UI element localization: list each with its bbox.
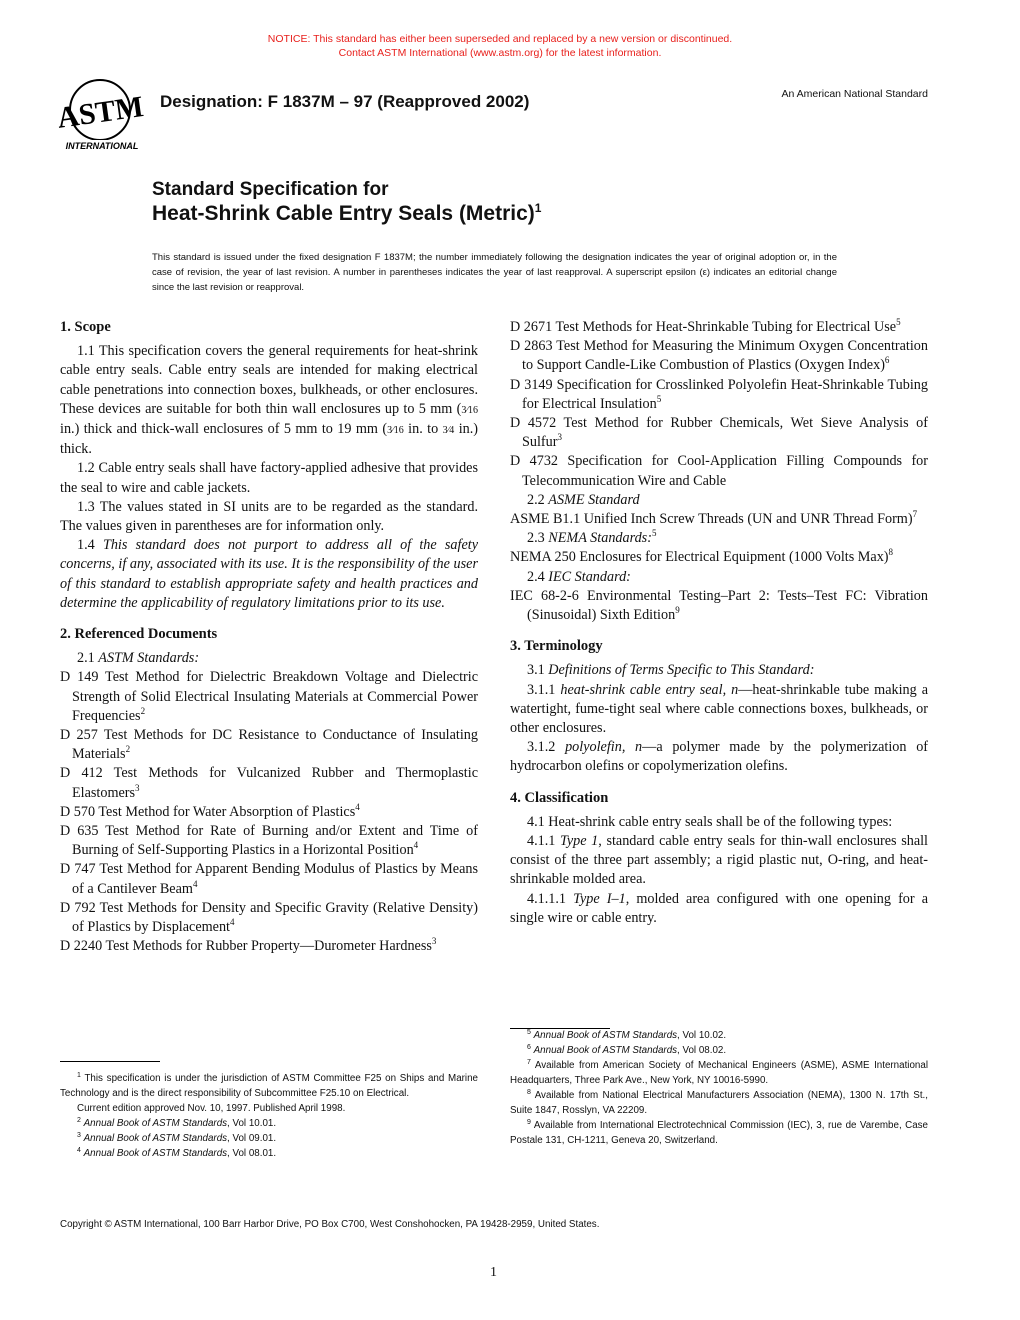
footnote-6: $^6$ Annual Book of ASTM Standards, Vol 08.02. <box>527 1044 727 1056</box>
supersede-notice-line-2: Contact ASTM International (www.astm.org) for the latest information. <box>338 47 662 59</box>
document-title <box>152 178 541 226</box>
classification-heading: 4. Classification <box>510 789 609 806</box>
designation: Designation: F 1837M – 97 (Reapproved 2002) <box>160 92 530 111</box>
logo-mark: ASTM <box>58 90 146 135</box>
section-4-1-1: 4.1.1 Type 1, standard cable entry seals for thin-wall enclosures shall consist of the three part assembly; a rigid plastic nut, O-ring, and heat-shrinkable molded area. <box>510 833 928 888</box>
reference-item: D 257 Test Methods for DC Resistance to Conductance of Insulating Materials$^2$ <box>60 727 478 763</box>
footnote-5: $^5$ Annual Book of ASTM Standards, Vol 10.02. <box>527 1029 727 1041</box>
footnote-9: $^9$ Available from International Electrotechnical Commission (IEC), 3, rue de Varembe, Case Postale 131, CH-1211, Geneva 20, Switzerland. <box>510 1119 928 1146</box>
title-line-2: Heat-Shrink Cable Entry Seals (Metric) <box>152 202 535 225</box>
title-footnote-mark: 1 <box>534 201 542 215</box>
reference-item: D 3149 Specification for Crosslinked Polyolefin Heat-Shrinkable Tubing for Electrical Insulation$^5$ <box>510 376 928 412</box>
logo-subtext: INTERNATIONAL <box>65 141 139 151</box>
issuance-note: This standard is issued under the fixed designation F 1837M; the number immediately following the designation indicates the year of original adoption or, in the case of revision, the year of last revision. A number in parentheses indicates the year of last reapproval. A superscript epsilon (ε) indicates an editorial change since the last revision or reapproval. <box>152 252 837 293</box>
reference-item: D 2671 Test Methods for Heat-Shrinkable Tubing for Electrical Use$^5$ <box>510 317 901 335</box>
footnote-1-edition: Current edition approved Nov. 10, 1997. Published April 1998. <box>77 1103 346 1114</box>
section-3-1-2: 3.1.2 polyolefin, n—a polymer made by the polymerization of hydrocarbon olefins or copolymerization olefins. <box>510 739 929 775</box>
section-1-3: 1.3 The values stated in SI units are to be regarded as the standard. The values given in parentheses are for information only. <box>60 498 478 535</box>
reference-item: D 792 Test Methods for Density and Specific Gravity (Relative Density) of Plastics by Displacement$^4$ <box>60 899 478 936</box>
reference-item: D 412 Test Methods for Vulcanized Rubber and Thermoplastic Elastomers$^3$ <box>60 765 478 801</box>
reference-item: D 2863 Test Method for Measuring the Minimum Oxygen Concentration to Support Candle-Like Combustion of Plastics (Oxygen Index)$^6$ <box>510 338 928 374</box>
section-1-4: 1.4 This standard does not purport to address all of the safety concerns, if any, associated with its use. It is the responsibility of the user of this standard to establish appropriate safety and health practices and determine the applicability of regulatory limitations prior to its use. <box>60 537 478 611</box>
asme-reference: ASME B1.1 Unified Inch Screw Threads (UN and UNR Thread Form)$^7$ <box>510 509 918 528</box>
section-2-2: 2.2 ASME Standard <box>527 491 640 508</box>
section-1-1: 1.1 This specification covers the general requirements for heat-shrink cable entry seals. Cable entry seals are intended for making electrical cable penetrations into connection boxes, bulkheads, or other enclosures. These devices are suitable for both thin wall enclosures up to 5 mm (3⁄16 in.) thick and thick-wall enclosures of 5 mm to 19 mm (3⁄16 in. to 3⁄4 in.) thick. <box>60 343 478 458</box>
copyright-line: Copyright © ASTM International, 100 Barr Harbor Drive, PO Box C700, West Conshohocken, PA 19428-2959, United States. <box>60 1219 600 1230</box>
right-column <box>510 318 928 928</box>
section-4-1: 4.1 Heat-shrink cable entry seals shall be of the following types: <box>527 813 893 830</box>
section-4-1-1-1: 4.1.1.1 Type I–1, molded area configured with one opening for a single wire or cable entry. <box>510 890 929 926</box>
astm-logo <box>58 78 148 153</box>
footnotes-left <box>60 1071 478 1161</box>
reference-item: D 635 Test Method for Rate of Burning and/or Extent and Time of Burning of Self-Supporting Plastics in a Horizontal Position$^4$ <box>60 823 478 859</box>
nema-reference: NEMA 250 Enclosures for Electrical Equipment (1000 Volts Max)$^8$ <box>510 547 894 566</box>
footnote-7: $^7$ Available from American Society of Mechanical Engineers (ASME), ASME International Headquarters, Three Park Ave., New York, NY 10016-5990. <box>510 1059 928 1086</box>
scope-heading: 1. Scope <box>60 319 111 335</box>
reference-item: D 4572 Test Method for Rubber Chemicals, Wet Sieve Analysis of Sulfur$^3$ <box>510 415 928 451</box>
referenced-documents-heading: 2. Referenced Documents <box>60 626 218 643</box>
footnote-2: $^2$ Annual Book of ASTM Standards, Vol 10.01. <box>77 1117 277 1129</box>
astm-reference-list <box>60 668 478 956</box>
supersede-notice-line-1: NOTICE: This standard has either been superseded and replaced by a new version or discontinued. <box>267 33 733 45</box>
reference-item: D 149 Test Method for Dielectric Breakdown Voltage and Dielectric Strength of Solid Electrical Insulating Materials at Commercial Power Frequencies$^2$ <box>60 669 478 724</box>
reference-item: D 747 Test Method for Apparent Bending Modulus of Plastics by Means of a Cantilever Beam$^4$ <box>60 861 478 897</box>
footnote-3: $^3$ Annual Book of ASTM Standards, Vol 09.01. <box>77 1132 277 1144</box>
terminology-heading: 3. Terminology <box>510 638 603 655</box>
footnote-rule-left <box>60 1061 160 1062</box>
astm-reference-list-continued <box>510 318 928 491</box>
national-standard-label: An American National Standard <box>781 88 928 100</box>
footnote-8: $^8$ Available from National Electrical Manufacturers Association (NEMA), 1300 N. 17th St., Suite 1847, Rosslyn, VA 22209. <box>510 1089 928 1116</box>
left-column <box>60 318 478 957</box>
title-line-1: Standard Specification for <box>152 179 389 200</box>
section-3-1-1: 3.1.1 heat-shrink cable entry seal, n—heat-shrinkable tube making a watertight, fume-tight seal where cable connections boxes, bulkheads, or other enclosures. <box>510 681 928 737</box>
footnotes-right <box>510 1028 928 1148</box>
section-2-3: 2.3 NEMA Standards:$^5$ <box>527 528 657 547</box>
footnote-1: $^1$ This specification is under the jurisdiction of ASTM Committee F25 on Ships and Marine Technology and is the direct responsibility of Subcommittee F25.10 on Electrical. <box>60 1072 478 1099</box>
reference-item: D 570 Test Method for Water Absorption of Plastics$^4$ <box>60 801 360 820</box>
reference-item: D 4732 Specification for Cool-Application Filling Compounds for Telecommunication Wire and Cable <box>510 453 928 489</box>
section-2-4: 2.4 IEC Standard: <box>527 568 631 585</box>
section-2-1: 2.1 ASTM Standards: <box>77 650 200 667</box>
reference-item: D 2240 Test Methods for Rubber Property—Durometer Hardness$^3$ <box>60 936 437 955</box>
section-3-1: 3.1 Definitions of Terms Specific to This Standard: <box>527 662 815 679</box>
footnote-4: $^4$ Annual Book of ASTM Standards, Vol 08.01. <box>77 1147 277 1159</box>
page-number: 1 <box>490 1265 497 1280</box>
iec-reference: IEC 68-2-6 Environmental Testing–Part 2: Tests–Test FC: Vibration (Sinusoidal) Sixth Edition$^9$ <box>510 587 928 624</box>
section-1-2: 1.2 Cable entry seals shall have factory-applied adhesive that provides the seal to wire and cable jackets. <box>60 460 478 496</box>
